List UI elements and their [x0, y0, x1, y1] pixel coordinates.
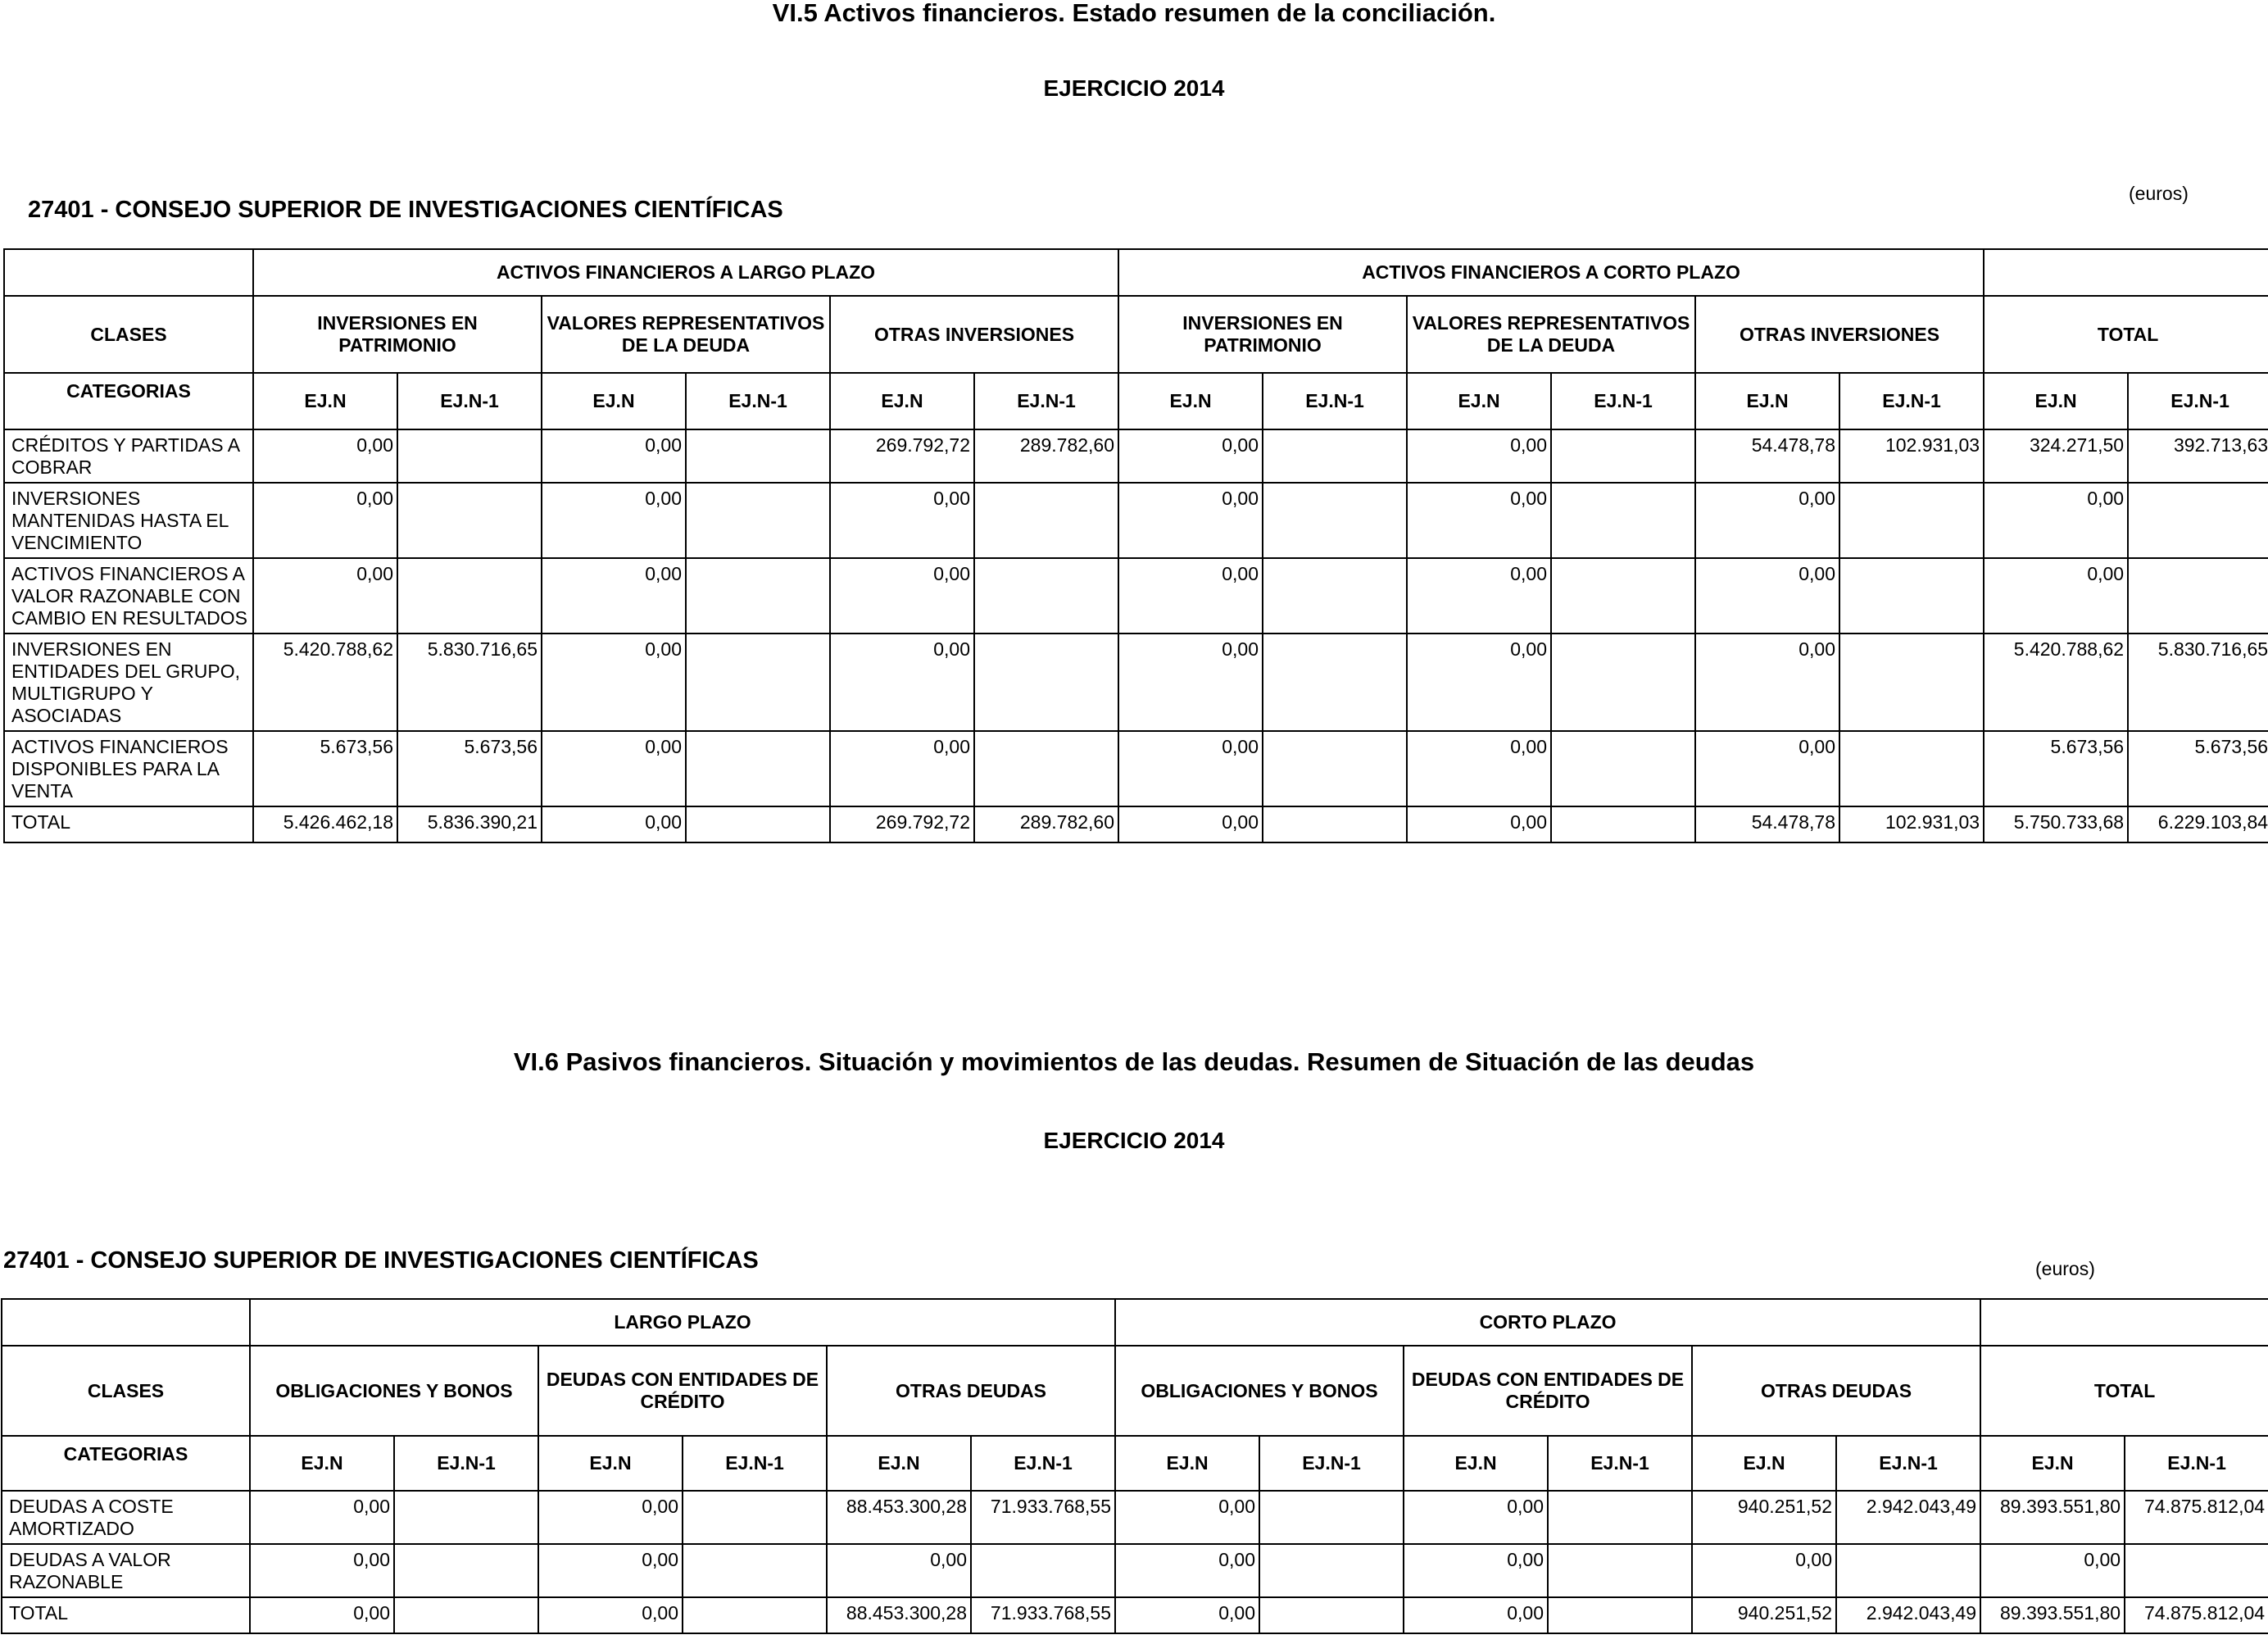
value-cell [1551, 429, 1695, 483]
value-cell: 0,00 [1118, 634, 1263, 731]
value-cell [394, 1544, 538, 1597]
value-cell [686, 429, 830, 483]
section1-units: (euros) [2129, 183, 2189, 204]
table-row [4, 634, 2268, 731]
value-cell [1259, 1597, 1404, 1633]
value-cell [974, 731, 1118, 806]
value-cell [394, 1597, 538, 1633]
value-cell [1551, 634, 1695, 731]
section2-ejercicio: EJERCICIO 2014 [1043, 1128, 1225, 1153]
row-label: TOTAL [2, 1597, 250, 1633]
value-cell [397, 558, 542, 634]
ej-n-header: EJ.N [1407, 373, 1551, 429]
value-cell [1839, 558, 1984, 634]
value-cell: 2.942.043,49 [1836, 1597, 1980, 1633]
subheader-otras-inversiones-cp: OTRAS INVERSIONES [1695, 296, 1984, 373]
value-cell: 5.420.788,62 [253, 634, 397, 731]
value-cell: 2.942.043,49 [1836, 1491, 1980, 1544]
ej-n1-header: EJ.N-1 [686, 373, 830, 429]
value-cell: 940.251,52 [1692, 1597, 1836, 1633]
value-cell [1551, 806, 1695, 842]
value-cell: 0,00 [1695, 634, 1839, 731]
group-header-corto-plazo: ACTIVOS FINANCIEROS A CORTO PLAZO [1118, 249, 1984, 296]
value-cell: 71.933.768,55 [971, 1597, 1115, 1633]
value-cell [1263, 806, 1407, 842]
value-cell [686, 483, 830, 558]
value-cell: 0,00 [542, 731, 686, 806]
value-cell [1548, 1597, 1692, 1633]
value-cell: 0,00 [1115, 1597, 1259, 1633]
value-cell: 0,00 [1407, 558, 1551, 634]
value-cell: 289.782,60 [974, 806, 1118, 842]
value-cell: 0,00 [542, 806, 686, 842]
section2-units: (euros) [2035, 1258, 2095, 1279]
value-cell [686, 634, 830, 731]
subheader-inversiones-patrimonio-lp: INVERSIONES EN PATRIMONIO [253, 296, 542, 373]
value-cell [974, 483, 1118, 558]
value-cell: 0,00 [542, 429, 686, 483]
ej-n1-header: EJ.N-1 [397, 373, 542, 429]
value-cell: 74.875.812,04 [2125, 1597, 2268, 1633]
value-cell [974, 634, 1118, 731]
ej-n1-header: EJ.N-1 [1836, 1436, 1980, 1491]
value-cell: 0,00 [253, 429, 397, 483]
value-cell [1551, 558, 1695, 634]
value-cell: 0,00 [250, 1544, 394, 1597]
value-cell: 0,00 [538, 1597, 683, 1633]
value-cell [397, 483, 542, 558]
table-row [4, 731, 2268, 806]
value-cell [397, 429, 542, 483]
ej-n-header: EJ.N [827, 1436, 971, 1491]
table-row [4, 483, 2268, 558]
table-row [4, 806, 2268, 842]
ej-n1-header: EJ.N-1 [1551, 373, 1695, 429]
value-cell: 54.478,78 [1695, 806, 1839, 842]
group-header-corto-plazo: CORTO PLAZO [1115, 1299, 1980, 1346]
value-cell: 5.830.716,65 [397, 634, 542, 731]
value-cell: 0,00 [538, 1544, 683, 1597]
value-cell [394, 1491, 538, 1544]
value-cell: 0,00 [830, 558, 974, 634]
section1-title: VI.5 Activos financieros. Estado resumen de la conciliación. [772, 0, 1496, 27]
value-cell: 0,00 [1118, 429, 1263, 483]
value-cell: 0,00 [1407, 731, 1551, 806]
value-cell: 0,00 [1984, 558, 2128, 634]
value-cell: 0,00 [1407, 483, 1551, 558]
value-cell: 0,00 [1118, 483, 1263, 558]
value-cell [1259, 1491, 1404, 1544]
value-cell: 0,00 [253, 483, 397, 558]
value-cell [683, 1544, 827, 1597]
value-cell [686, 806, 830, 842]
value-cell: 0,00 [1115, 1491, 1259, 1544]
row-label: ACTIVOS FINANCIEROS DISPONIBLES PARA LA VENTA [4, 731, 253, 806]
ej-n1-header: EJ.N-1 [394, 1436, 538, 1491]
ej-n1-header: EJ.N-1 [971, 1436, 1115, 1491]
subheader-obligaciones-bonos-lp: OBLIGACIONES Y BONOS [250, 1346, 538, 1436]
value-cell: 0,00 [1407, 634, 1551, 731]
value-cell: 5.750.733,68 [1984, 806, 2128, 842]
subheader-obligaciones-bonos-cp: OBLIGACIONES Y BONOS [1115, 1346, 1404, 1436]
subheader-otras-inversiones-lp: OTRAS INVERSIONES [830, 296, 1118, 373]
value-cell: 0,00 [1404, 1597, 1548, 1633]
pasivos-financieros-table [1, 1298, 2268, 1634]
value-cell: 0,00 [542, 483, 686, 558]
value-cell: 5.673,56 [2128, 731, 2268, 806]
value-cell [1548, 1544, 1692, 1597]
value-cell: 0,00 [1407, 429, 1551, 483]
value-cell: 0,00 [1980, 1544, 2125, 1597]
value-cell [1263, 483, 1407, 558]
ej-n-header: EJ.N [542, 373, 686, 429]
value-cell: 0,00 [1984, 483, 2128, 558]
value-cell: 0,00 [250, 1491, 394, 1544]
ej-n-header: EJ.N [1404, 1436, 1548, 1491]
value-cell: 88.453.300,28 [827, 1597, 971, 1633]
ej-n-header: EJ.N [1118, 373, 1263, 429]
value-cell [1551, 731, 1695, 806]
value-cell: 0,00 [1115, 1544, 1259, 1597]
value-cell [1836, 1544, 1980, 1597]
value-cell [686, 558, 830, 634]
value-cell: 5.830.716,65 [2128, 634, 2268, 731]
categorias-header: CATEGORIAS [2, 1436, 250, 1491]
value-cell: 0,00 [250, 1597, 394, 1633]
value-cell: 0,00 [1118, 558, 1263, 634]
value-cell: 89.393.551,80 [1980, 1491, 2125, 1544]
clases-header: CLASES [2, 1346, 250, 1436]
ej-n1-header: EJ.N-1 [1548, 1436, 1692, 1491]
value-cell [2125, 1544, 2268, 1597]
value-cell [1548, 1491, 1692, 1544]
row-label: ACTIVOS FINANCIEROS A VALOR RAZONABLE CON CAMBIO EN RESULTADOS [4, 558, 253, 634]
value-cell: 0,00 [1695, 558, 1839, 634]
ej-n1-header: EJ.N-1 [1839, 373, 1984, 429]
value-cell: 940.251,52 [1692, 1491, 1836, 1544]
value-cell: 269.792,72 [830, 806, 974, 842]
value-cell: 89.393.551,80 [1980, 1597, 2125, 1633]
table-row [4, 429, 2268, 483]
clases-header: CLASES [4, 296, 253, 373]
ej-n-header: EJ.N [1984, 373, 2128, 429]
value-cell [1263, 429, 1407, 483]
table-row [2, 1491, 2268, 1544]
value-cell: 0,00 [1404, 1491, 1548, 1544]
value-cell: 392.713,63 [2128, 429, 2268, 483]
value-cell: 0,00 [830, 483, 974, 558]
value-cell: 0,00 [827, 1544, 971, 1597]
value-cell [1839, 634, 1984, 731]
value-cell [2128, 483, 2268, 558]
group-header-largo-plazo: LARGO PLAZO [250, 1299, 1115, 1346]
value-cell: 269.792,72 [830, 429, 974, 483]
value-cell [974, 558, 1118, 634]
value-cell: 5.426.462,18 [253, 806, 397, 842]
row-label: INVERSIONES EN ENTIDADES DEL GRUPO, MULTIGRUPO Y ASOCIADAS [4, 634, 253, 731]
value-cell: 0,00 [1692, 1544, 1836, 1597]
activos-financieros-table [3, 248, 2268, 843]
subheader-total: TOTAL [1980, 1346, 2268, 1436]
value-cell: 0,00 [830, 634, 974, 731]
value-cell: 5.420.788,62 [1984, 634, 2128, 731]
value-cell [683, 1491, 827, 1544]
corner-cell [4, 249, 253, 296]
row-label: CRÉDITOS Y PARTIDAS A COBRAR [4, 429, 253, 483]
ej-n1-header: EJ.N-1 [1259, 1436, 1404, 1491]
value-cell: 5.836.390,21 [397, 806, 542, 842]
group-header-total-blank [1984, 249, 2268, 296]
ej-n1-header: EJ.N-1 [2125, 1436, 2268, 1491]
ej-n-header: EJ.N [1695, 373, 1839, 429]
subheader-otras-deudas-lp: OTRAS DEUDAS [827, 1346, 1115, 1436]
section1-entity: 27401 - CONSEJO SUPERIOR DE INVESTIGACIONES CIENTÍFICAS [28, 197, 783, 223]
value-cell: 0,00 [1407, 806, 1551, 842]
value-cell: 54.478,78 [1695, 429, 1839, 483]
table-row [2, 1597, 2268, 1633]
value-cell [1259, 1544, 1404, 1597]
value-cell: 289.782,60 [974, 429, 1118, 483]
ej-n1-header: EJ.N-1 [683, 1436, 827, 1491]
value-cell: 0,00 [1695, 483, 1839, 558]
value-cell: 102.931,03 [1839, 806, 1984, 842]
subheader-inversiones-patrimonio-cp: INVERSIONES EN PATRIMONIO [1118, 296, 1407, 373]
value-cell [2128, 558, 2268, 634]
ej-n-header: EJ.N [253, 373, 397, 429]
value-cell [686, 731, 830, 806]
value-cell [1551, 483, 1695, 558]
value-cell: 0,00 [542, 634, 686, 731]
subheader-valores-deuda-cp: VALORES REPRESENTATIVOS DE LA DEUDA [1407, 296, 1695, 373]
value-cell: 0,00 [1695, 731, 1839, 806]
value-cell: 102.931,03 [1839, 429, 1984, 483]
group-header-largo-plazo: ACTIVOS FINANCIEROS A LARGO PLAZO [253, 249, 1118, 296]
subheader-otras-deudas-cp: OTRAS DEUDAS [1692, 1346, 1980, 1436]
subheader-valores-deuda-lp: VALORES REPRESENTATIVOS DE LA DEUDA [542, 296, 830, 373]
row-label: INVERSIONES MANTENIDAS HASTA EL VENCIMIENTO [4, 483, 253, 558]
value-cell: 0,00 [1404, 1544, 1548, 1597]
ej-n1-header: EJ.N-1 [1263, 373, 1407, 429]
corner-cell [2, 1299, 250, 1346]
value-cell: 0,00 [538, 1491, 683, 1544]
categorias-header: CATEGORIAS [4, 373, 253, 429]
ej-n-header: EJ.N [1980, 1436, 2125, 1491]
value-cell [971, 1544, 1115, 1597]
value-cell: 6.229.103,84 [2128, 806, 2268, 842]
ej-n-header: EJ.N [250, 1436, 394, 1491]
value-cell [683, 1597, 827, 1633]
ej-n-header: EJ.N [1115, 1436, 1259, 1491]
section2-title: VI.6 Pasivos financieros. Situación y movimientos de las deudas. Resumen de Situación de las deudas [513, 1047, 1755, 1076]
value-cell: 5.673,56 [1984, 731, 2128, 806]
ej-n1-header: EJ.N-1 [2128, 373, 2268, 429]
value-cell: 0,00 [1118, 806, 1263, 842]
row-label: TOTAL [4, 806, 253, 842]
table-row [2, 1544, 2268, 1597]
value-cell [1839, 483, 1984, 558]
value-cell: 88.453.300,28 [827, 1491, 971, 1544]
value-cell: 0,00 [830, 731, 974, 806]
section1-ejercicio: EJERCICIO 2014 [1043, 75, 1225, 101]
ej-n1-header: EJ.N-1 [974, 373, 1118, 429]
value-cell [1839, 731, 1984, 806]
ej-n-header: EJ.N [830, 373, 974, 429]
value-cell: 0,00 [542, 558, 686, 634]
ej-n-header: EJ.N [1692, 1436, 1836, 1491]
subheader-deudas-entidades-credito-cp: DEUDAS CON ENTIDADES DE CRÉDITO [1404, 1346, 1692, 1436]
row-label: DEUDAS A COSTE AMORTIZADO [2, 1491, 250, 1544]
value-cell: 0,00 [1118, 731, 1263, 806]
value-cell: 324.271,50 [1984, 429, 2128, 483]
table-row [4, 558, 2268, 634]
subheader-deudas-entidades-credito-lp: DEUDAS CON ENTIDADES DE CRÉDITO [538, 1346, 827, 1436]
value-cell: 74.875.812,04 [2125, 1491, 2268, 1544]
row-label: DEUDAS A VALOR RAZONABLE [2, 1544, 250, 1597]
value-cell [1263, 731, 1407, 806]
group-header-total-blank [1980, 1299, 2268, 1346]
value-cell [1263, 558, 1407, 634]
subheader-total: TOTAL [1984, 296, 2268, 373]
value-cell: 71.933.768,55 [971, 1491, 1115, 1544]
value-cell: 5.673,56 [397, 731, 542, 806]
value-cell: 5.673,56 [253, 731, 397, 806]
value-cell [1263, 634, 1407, 731]
section2-entity: 27401 - CONSEJO SUPERIOR DE INVESTIGACIONES CIENTÍFICAS [3, 1247, 759, 1274]
value-cell: 0,00 [253, 558, 397, 634]
ej-n-header: EJ.N [538, 1436, 683, 1491]
